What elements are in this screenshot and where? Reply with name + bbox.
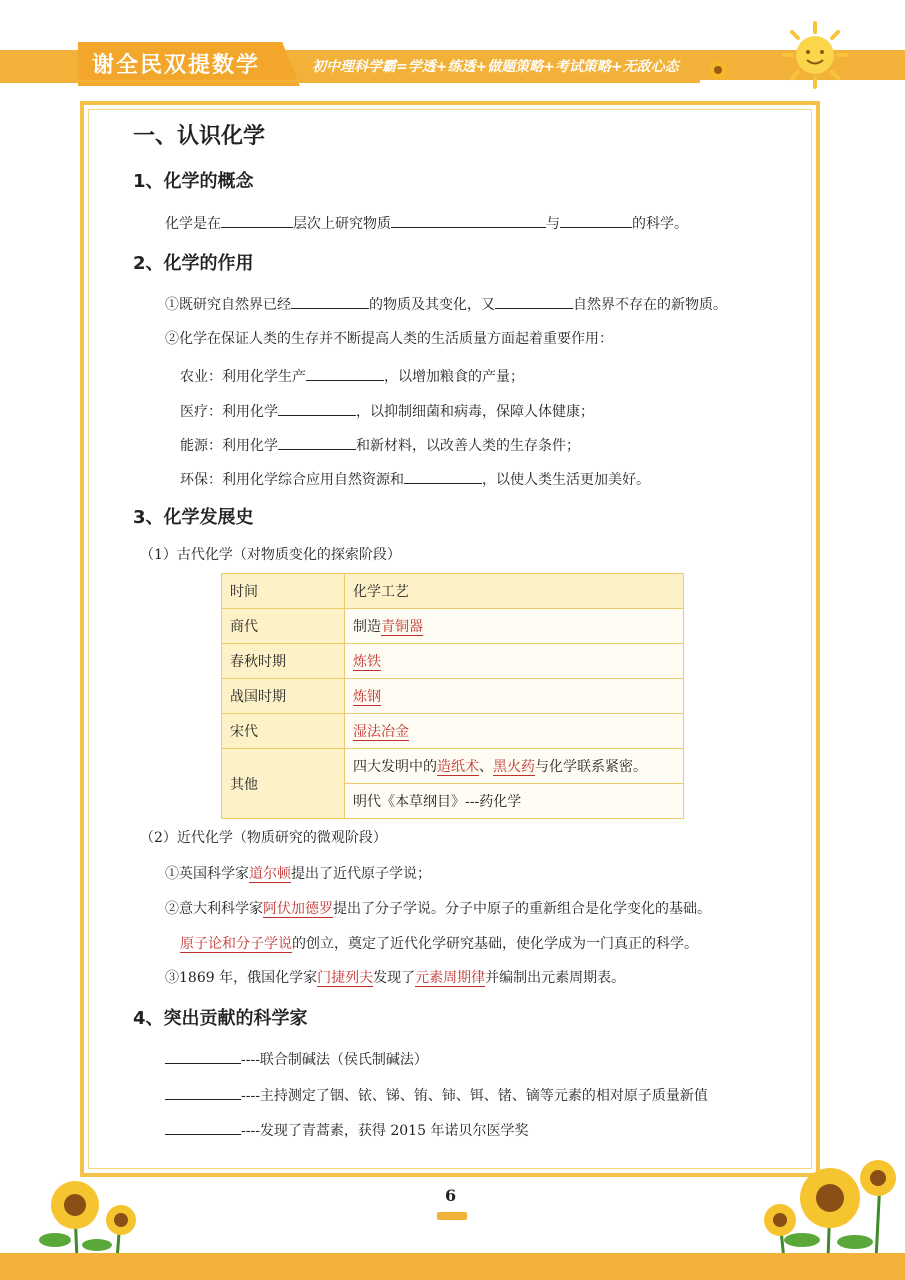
table-cell-craft (345, 679, 684, 714)
answer-text: 炼铁 (353, 654, 381, 670)
answer-text: 门捷列夫 (317, 970, 374, 986)
answer-text: 道尔顿 (249, 866, 291, 882)
blank-field (404, 467, 482, 484)
table-row (222, 714, 684, 749)
answer-text: 炼钢 (353, 689, 381, 705)
modern-line-4: ③1869 年，俄国化学家门捷列夫发现了元素周期律并编制出元素周期表。 (165, 970, 626, 986)
history-table (221, 573, 684, 819)
concept-line: 化学是在 层次上研究物质 与 的科学。 (165, 211, 688, 234)
footer-bar (0, 1253, 905, 1280)
table-cell-craft: 四大发明中的造纸术、黑火药与化学联系紧密。 (345, 749, 684, 784)
header-underline (0, 80, 700, 83)
table-cell-time: 宋代 (222, 714, 345, 749)
sunflower-left-icon (25, 1170, 145, 1260)
role-line-2: ②化学在保证人类的生存并不断提高人类的生活质量方面起着重要作用： (165, 331, 613, 347)
small-flower-icon (708, 60, 728, 80)
role-medical: 医疗：利用化学 ，以抑制细菌和病毒，保障人体健康； (180, 399, 594, 422)
answer-text: 元素周期律 (415, 970, 486, 986)
table-row (222, 644, 684, 679)
table-cell-craft (345, 644, 684, 679)
modern-line-1: ①英国科学家道尔顿提出了近代原子学说； (165, 866, 431, 882)
ancient-label: （1）古代化学（对物质变化的探索阶段） (140, 547, 401, 563)
table-row (222, 574, 684, 609)
blank-field (165, 1047, 241, 1064)
table-row (222, 679, 684, 714)
scientist-line-2: ----主持测定了铟、铱、锑、铕、铈、铒、锗、镝等元素的相对原子质量新值 (165, 1083, 708, 1106)
table-row (222, 749, 684, 784)
sunflower-right-icon (740, 1150, 900, 1260)
answer-text: 造纸术 (437, 759, 479, 775)
blank-field (165, 1083, 241, 1100)
brand-title: 谢全民双提数学 (92, 53, 261, 78)
scientist-line-1: ----联合制碱法（侯氏制碱法） (165, 1047, 428, 1070)
answer-text: 阿伏加德罗 (263, 901, 333, 917)
role-heading: 2、化学的作用 (133, 253, 254, 274)
history-heading: 3、化学发展史 (133, 507, 254, 528)
table-cell-craft: 制造青铜器 (345, 609, 684, 644)
table-cell-craft (345, 714, 684, 749)
blank-field (560, 211, 632, 228)
role-energy: 能源：利用化学 和新材料，以改善人类的生存条件； (180, 433, 580, 456)
blank-field (278, 399, 356, 416)
role-environment: 环保：利用化学综合应用自然资源和 ，以使人类生活更加美好。 (180, 467, 650, 490)
blank-field (495, 292, 573, 309)
table-cell-craft: 明代《本草纲目》---药化学 (345, 784, 684, 819)
blank-field (306, 364, 384, 381)
answer-text: 湿法冶金 (353, 724, 409, 740)
table-header-cell: 化学工艺 (345, 574, 684, 609)
scientist-line-3: ----发现了青蒿素，获得 2015 年诺贝尔医学奖 (165, 1118, 528, 1141)
blank-field (221, 211, 293, 228)
modern-line-2: ②意大利科学家阿伏加德罗提出了分子学说。分子中原子的重新组合是化学变化的基础。 (165, 901, 711, 917)
blank-field (291, 292, 369, 309)
answer-text: 黑火药 (493, 759, 535, 775)
answer-text: 青铜器 (381, 619, 423, 635)
role-line-1: ①既研究自然界已经 的物质及其变化，又 自然界不存在的新物质。 (165, 292, 727, 315)
modern-line-3: 原子论和分子学说的创立，奠定了近代化学研究基础，使化学成为一门真正的科学。 (180, 936, 698, 952)
scientists-heading: 4、突出贡献的科学家 (133, 1008, 308, 1029)
table-cell-time: 春秋时期 (222, 644, 345, 679)
table-header-cell: 时间 (222, 574, 345, 609)
page-number-bar (437, 1212, 467, 1220)
concept-heading: 1、化学的概念 (133, 171, 254, 192)
blank-field (165, 1118, 241, 1135)
table-cell-time: 其他 (222, 749, 345, 819)
table-row (222, 609, 684, 644)
slogan: 初中理科学霸=学透+练透+做题策略+考试策略+无敌心态 (312, 59, 679, 75)
blank-field (391, 211, 546, 228)
table-cell-time: 战国时期 (222, 679, 345, 714)
page-number: 6 (445, 1186, 457, 1205)
answer-text: 原子论和分子学说 (180, 936, 292, 952)
section-title: 一、认识化学 (133, 124, 266, 149)
blank-field (278, 433, 356, 450)
modern-label: （2）近代化学（物质研究的微观阶段） (140, 830, 387, 846)
role-agriculture: 农业：利用化学生产 ，以增加粮食的产量； (180, 364, 524, 387)
table-cell-time: 商代 (222, 609, 345, 644)
sun-icon (780, 20, 850, 90)
